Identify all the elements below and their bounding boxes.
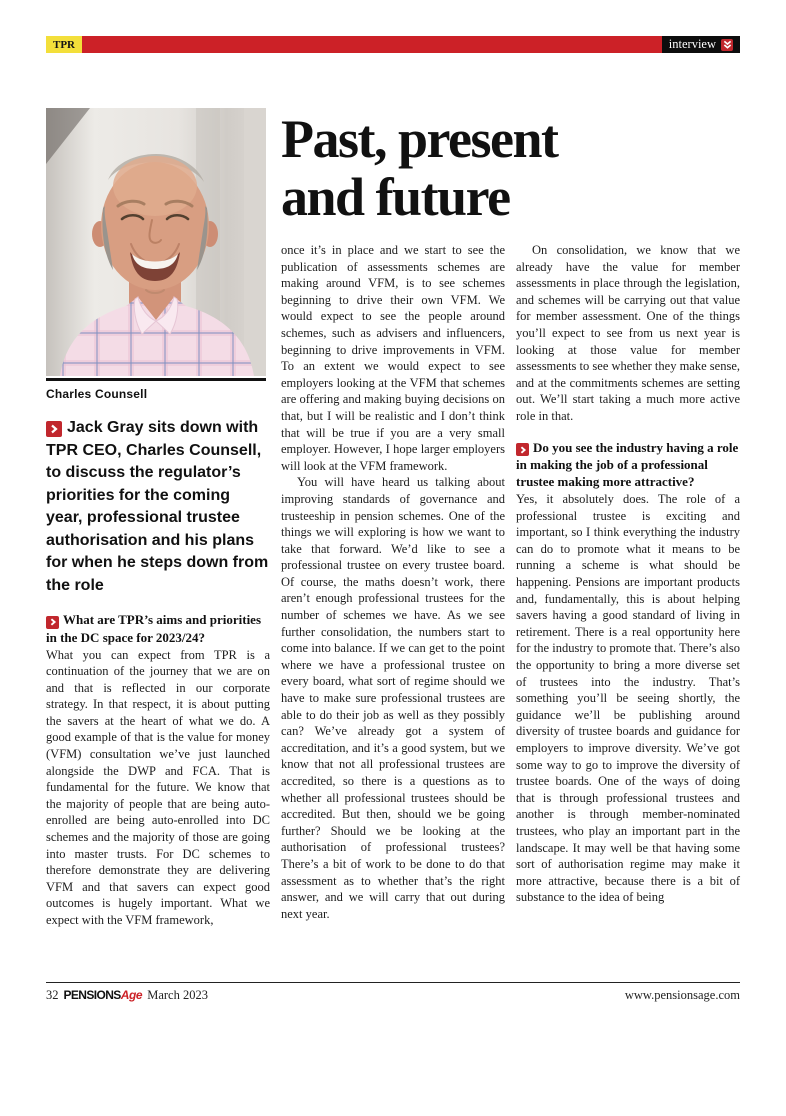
title-block [281,108,740,242]
magazine-logo-red: Age [120,988,143,1002]
portrait-photo [46,108,266,376]
page-title [281,110,740,226]
article-content [46,108,740,929]
double-chevron-down-icon [721,39,733,51]
column-middle [281,242,505,929]
issue-date: March 2023 [147,988,208,1002]
website-url: www.pensionsage.com [624,988,740,1002]
page-title-line2: and future [281,167,510,227]
section-label-tpr: TPR [46,36,82,53]
chevron-right-icon [46,616,59,629]
page-number: 32 [46,988,59,1002]
interview-tag-label: interview [668,37,716,51]
footer-rule [46,982,740,983]
page-title-line1: Past, present [281,109,558,169]
column-right [516,242,740,929]
question-1-text: What are TPR’s aims and priorities in the DC space for 2023/24? [46,612,262,645]
magazine-logo-black: PENSIONS [63,988,121,1002]
body-paragraph: once it’s in place and we start to see the publication of assessments schemes are making around VFM, is to see schemes beginning to drive their own VFM. We would expect to see the people around schemes, such as advisers and influencers, beginning to drive improvements in VFM. To an extent we would expect to see employers looking at the VFM that schemes are offering and making buying decisions on that, but I will be realistic and I don’t think that will be true if you are a very small employer. However, I hope larger employers will look at the VFM framework. [281,243,505,473]
question-2-text: Do you see the industry having a role in making the job of a professional trustee making more attractive? [516,439,739,490]
footer-left [46,988,208,1003]
body-paragraph: Yes, it absolutely does. The role of a professional trustee is exciting and important, so I think everything the industry can do to promote what it means to be running a scheme is what should be happening. Pensions are important products and, fundamentally, this is about helping savers having a good standard of living in retirement. There is a real opportunity here for the industry to promote that. There’s also the opportunity to bring a more diverse set of trustees into the industry. That’s something you’ll be seeing shortly, the guidance we’ll be publishing around diversity of trustee boards and guidance for employers to improve diversity. We’ve got some way to go to improve the diversity of trustee boards. One of the ways of doing that is through professional trustees and another is through member-nominated trustees, who play an important part in the landscape. It may well be that having some sort of authorisation regime may make it more attractive, because there is a bit of substance to the idea of being [516,492,740,905]
magazine-logo [64,988,143,1003]
question-heading-2 [516,439,740,491]
interview-tag [662,36,740,53]
header-red-rule [82,36,662,53]
question-heading-1 [46,611,270,646]
chevron-right-icon [46,421,62,437]
column-left [46,108,270,929]
body-paragraph: You will have heard us talking about improving standards of governance and trusteeship in pension schemes. One of the things we will exploring is how we want to take that forward. We’d like to see a professional trustee on every trustee board. Of course, the maths doesn’t work, there aren’t enough professional trustees for the number of schemes we have. As we see further consolidation, the numbers start to come into balance. If we can get to the point where we have a professional trustee on every board, what sort of regime should we have to make sure professional trustees are able to do their job as well as they possibly can? We’ve already got a system of accreditation, and it’s a good system, but we know that not all professional trustees are accredited, so there is a questions as to whether all professional trustees should be accredited. But then, should we be going further? Should we be looking at the authorisation of professional trustees? There’s a bit of work to be done to do that assessment as to whether that’s the right answer, and we will carry that out during next year. [281,475,505,921]
photo-caption: Charles Counsell [46,387,148,401]
page-header-bar [46,36,740,53]
page-footer [46,988,740,1003]
body-paragraph: What you can expect from TPR is a continuation of the journey that we are on and that is reflected in our corporate strategy. In that respect, it is about putting the savers at the heart of what we do. A good example of that is the value for money (VFM) consultation we’ve just launched alongside the DWP and FCA. That is fundamental for the future. We know that the majority of people that are being auto-enrolled are being auto-enrolled into DC schemes and the majority of those are going into master trusts. For DC schemes to therefore demonstrate they are delivering VFM and that savers can expect good outcomes is hugely important. What we expect with the VFM framework, [46,647,270,927]
standfirst [46,417,270,597]
body-paragraph: On consolidation, we know that we already have the value for member assessments in place through the legislation, and schemes will be carrying out that value for member assessment. One of the things you’ll expect to see from us next year is looking at those value for member assessments to see whether they make sense, and at the commitments schemes are setting out. We’ll start taking a much more active role in that. [516,243,740,423]
photo-underline-rule [46,378,266,381]
chevron-right-icon [516,443,529,456]
standfirst-text: Jack Gray sits down with TPR CEO, Charles Counsell, to discuss the regulator’s priorities for the coming year, professional trustee authorisation and his plans for when he steps down from the role [46,419,269,594]
